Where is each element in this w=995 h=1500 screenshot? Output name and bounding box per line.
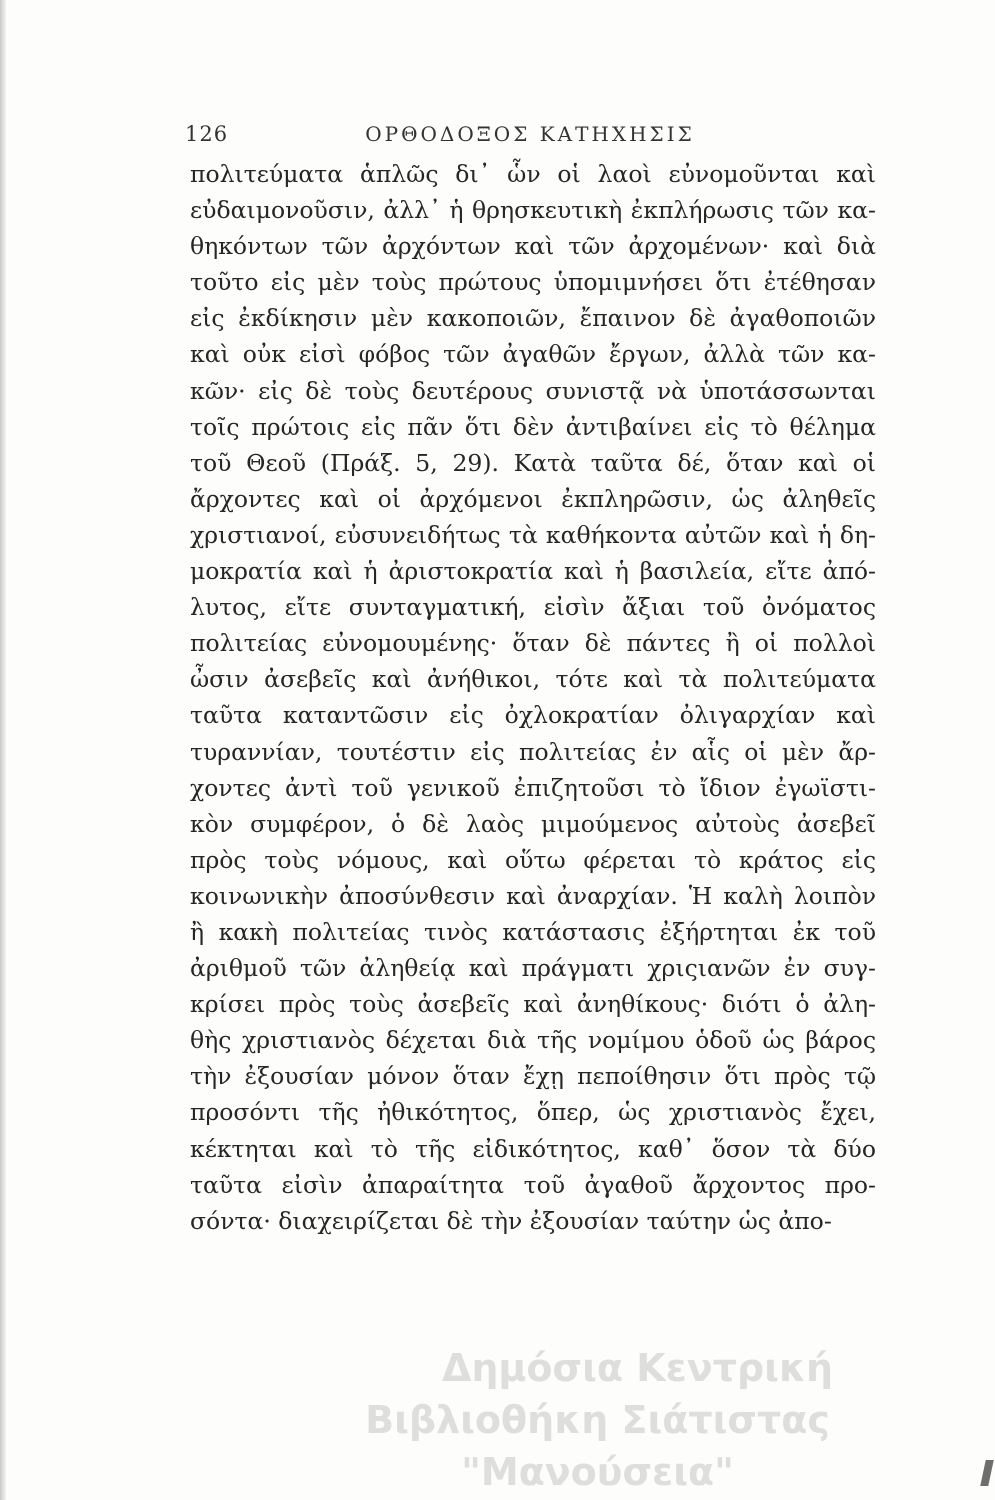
text-line: καὶ οὐκ εἰσὶ φόβος τῶν ἀγαθῶν ἔργων, ἀλλὰ τῶν κα- bbox=[190, 340, 876, 369]
library-watermark bbox=[230, 1342, 965, 1494]
text-line: ταῦτα εἰσὶν ἀπαραίτητα τοῦ ἀγαθοῦ ἄρχοντος προ- bbox=[190, 1170, 876, 1199]
text-line: μοκρατία καὶ ἡ ἀριστοκρατία καὶ ἡ βασιλεία, εἴτε ἀπό- bbox=[190, 557, 876, 586]
page-edge-shadow bbox=[0, 0, 6, 1500]
text-line: σόντα· διαχειρίζεται δὲ τὴν ἐξουσίαν ταύτην ὡς ἀπο- bbox=[190, 1206, 832, 1235]
text-line: προσόντι τῆς ἠθικότητος, ὅπερ, ὡς χριστιανὸς ἔχει, bbox=[190, 1098, 876, 1127]
watermark-line-2: Βιβλιοθήκη Σιάτιστας "Μανούσεια" bbox=[365, 1398, 830, 1494]
text-line: κρίσει πρὸς τοὺς ἀσεβεῖς καὶ ἀνηθίκους· διότι ὁ ἀλη- bbox=[190, 990, 876, 1019]
text-line: θηκόντων τῶν ἀρχόντων καὶ τῶν ἀρχομένων· καὶ διὰ bbox=[190, 232, 876, 261]
text-line: ταῦτα καταντῶσιν εἰς ὀχλοκρατίαν ὀλιγαρχίαν καὶ bbox=[190, 701, 876, 730]
text-line: κῶν· εἰς δὲ τοὺς δευτέρους συνιστᾷ νὰ ὑποτάσσωνται bbox=[190, 376, 876, 405]
text-line: πρὸς τοὺς νόμους, καὶ οὕτω φέρεται τὸ κράτος εἰς bbox=[190, 845, 876, 874]
text-line: ἄρχοντες καὶ οἱ ἀρχόμενοι ἐκπληρῶσιν, ὡς ἀληθεῖς bbox=[190, 484, 876, 513]
text-line: κοινωνικὴν ἀποσύνθεσιν καὶ ἀναρχίαν. Ἡ καλὴ λοιπὸν bbox=[190, 881, 876, 910]
text-line: κέκτηται καὶ τὸ τῆς εἰδικότητος, καθ᾽ ὅσον τὰ δύο bbox=[190, 1134, 876, 1163]
text-line: πολιτεύματα ἁπλῶς δι᾽ ὧν οἱ λαοὶ εὐνομοῦνται καὶ bbox=[190, 160, 876, 188]
running-title: ΟΡΘΟΔΟΞΟΣ ΚΑΤΗΧΗΣΙΣ bbox=[365, 122, 695, 146]
text-line: τοῦ Θεοῦ (Πράξ. 5, 29). Κατὰ ταῦτα δέ, ὅταν καὶ οἱ bbox=[190, 448, 876, 477]
text-line: χριστιανοί, εὐσυνειδήτως τὰ καθήκοντα αὐτῶν καὶ ἡ δη- bbox=[190, 520, 876, 549]
text-line: εἰς ἐκδίκησιν μὲν κακοποιῶν, ἔπαινον δὲ ἀγαθοποιῶν bbox=[190, 304, 876, 333]
text-line: πολιτείας εὐνομουμένης· ὅταν δὲ πάντες ἢ οἱ πολλοὶ bbox=[190, 629, 876, 658]
text-line: εὐδαιμονοῦσιν, ἀλλ᾽ ἡ θρησκευτικὴ ἐκπλήρωσις τῶν κα- bbox=[190, 196, 876, 225]
corner-mark bbox=[980, 1460, 994, 1486]
text-line: τοῦτο εἰς μὲν τοὺς πρώτους ὑπομιμνήσει ὅτι ἐτέθησαν bbox=[190, 268, 876, 297]
text-line: ὦσιν ἀσεβεῖς καὶ ἀνήθικοι, τότε καὶ τὰ πολιτεύματα bbox=[190, 665, 876, 694]
text-line: χοντες ἀντὶ τοῦ γενικοῦ ἐπιζητοῦσι τὸ ἴδιον ἐγωϊστι- bbox=[190, 773, 876, 802]
text-line: λυτος, εἴτε συνταγματική, εἰσὶν ἄξιαι τοῦ ὀνόματος bbox=[190, 593, 876, 622]
text-line: θὴς χριστιανὸς δέχεται διὰ τῆς νομίμου ὁδοῦ ὡς βάρος bbox=[190, 1026, 876, 1055]
page-number: 126 bbox=[185, 122, 229, 146]
text-line: τυραννίαν, τουτέστιν εἰς πολιτείας ἐν αἷς οἱ μὲν ἄρ- bbox=[190, 737, 876, 766]
text-line: τὴν ἐξουσίαν μόνον ὅταν ἔχῃ πεποίθησιν ὅτι πρὸς τῷ bbox=[190, 1062, 876, 1091]
text-line: ἀριθμοῦ τῶν ἀληθείᾳ καὶ πράγματι χριςιανῶν ἐν συγ- bbox=[190, 954, 876, 983]
watermark-line-1: Δημόσια Κεντρική bbox=[441, 1346, 834, 1390]
running-head bbox=[185, 122, 875, 156]
text-line: ἢ κακὴ πολιτείας τινὸς κατάστασις ἐξήρτηται ἐκ τοῦ bbox=[190, 917, 876, 946]
body-text bbox=[190, 156, 876, 1239]
text-line: τοῖς πρώτοις εἰς πᾶν ὅτι δὲν ἀντιβαίνει εἰς τὸ θέλημα bbox=[190, 412, 876, 441]
text-line: κὸν συμφέρον, ὁ δὲ λαὸς μιμούμενος αὐτοὺς ἀσεβεῖ bbox=[190, 809, 876, 838]
